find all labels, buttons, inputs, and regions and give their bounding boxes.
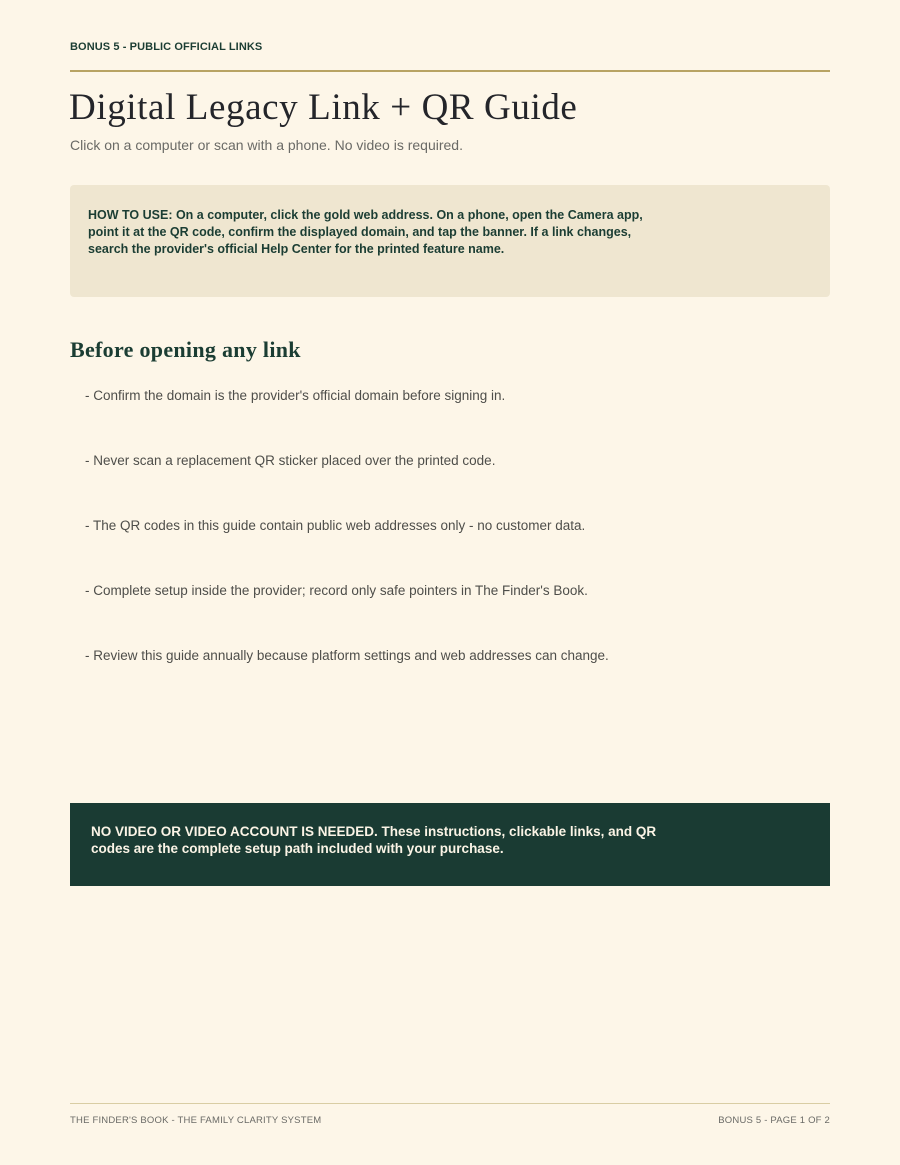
footer-divider <box>70 1103 830 1104</box>
how-to-use-callout <box>70 185 830 297</box>
checklist-item: - Confirm the domain is the provider's official domain before signing in. <box>85 388 506 403</box>
safety-checklist <box>85 387 609 712</box>
checklist-heading: Before opening any link <box>70 337 301 362</box>
checklist-item: - Complete setup inside the provider; record only safe pointers in The Finder's Book. <box>85 583 588 598</box>
no-video-notice <box>70 803 830 886</box>
section-eyebrow: BONUS 5 - PUBLIC OFFICIAL LINKS <box>70 41 263 53</box>
no-video-notice-text: NO VIDEO OR VIDEO ACCOUNT IS NEEDED. These instructions, clickable links, and QR codes are the complete setup path included with your purchase. <box>91 824 657 856</box>
checklist-item: - The QR codes in this guide contain public web addresses only - no customer data. <box>85 518 586 533</box>
how-to-use-text: HOW TO USE: On a computer, click the gold web address. On a phone, open the Camera app, point it at the QR code, confirm the displayed domain, and tap the banner. If a link changes, search the provider's official Help Center for the printed feature name. <box>88 208 643 256</box>
checklist-item: - Never scan a replacement QR sticker placed over the printed code. <box>85 453 496 468</box>
footer-book-title: THE FINDER'S BOOK - THE FAMILY CLARITY SYSTEM <box>70 1115 322 1126</box>
footer-page-number: BONUS 5 - PAGE 1 OF 2 <box>718 1115 830 1126</box>
page-title: Digital Legacy Link + QR Guide <box>69 87 578 128</box>
page-subtitle: Click on a computer or scan with a phone. No video is required. <box>70 137 463 153</box>
checklist-item: - Review this guide annually because platform settings and web addresses can change. <box>85 648 609 663</box>
header-divider <box>70 70 830 72</box>
